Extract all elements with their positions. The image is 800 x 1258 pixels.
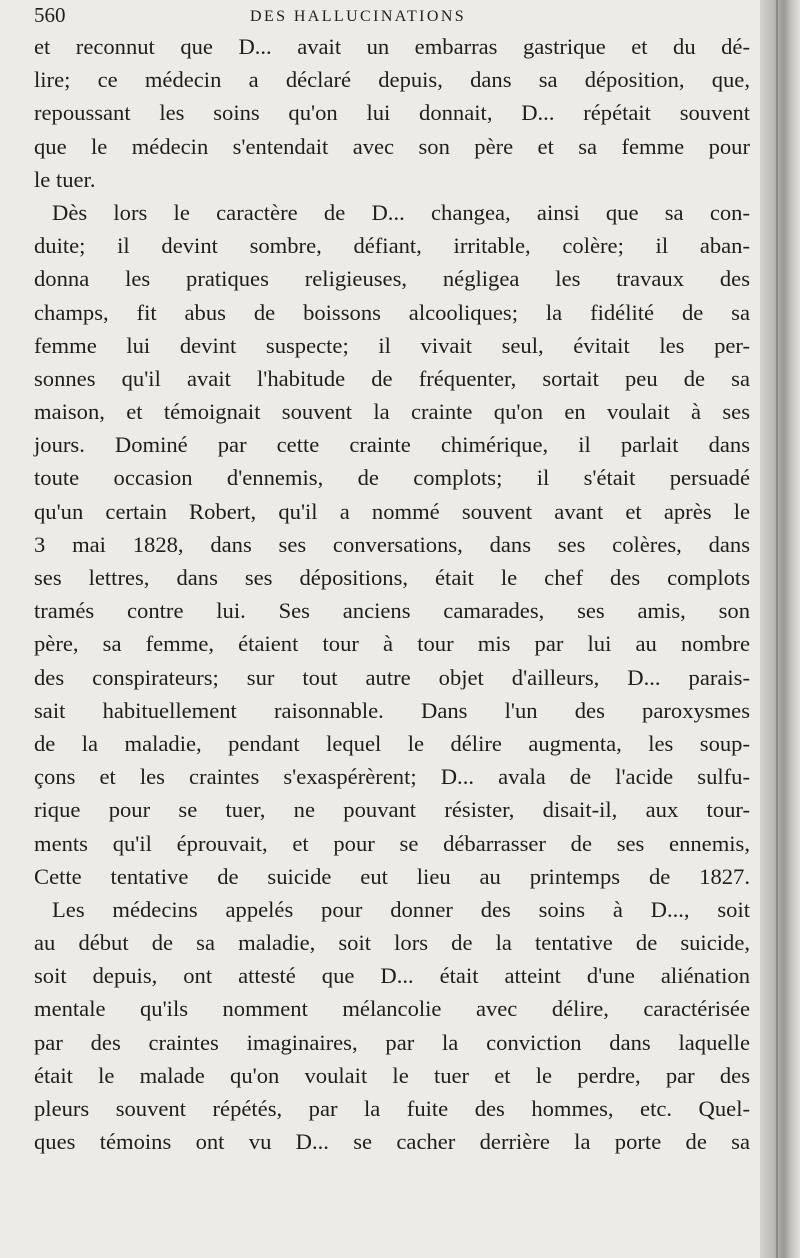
text-line: donna les pratiques religieuses, négligea les travaux des (34, 266, 750, 292)
text-line: Cette tentative de suicide eut lieu au printemps de 1827. (34, 863, 750, 889)
text-line: père, sa femme, étaient tour à tour mis par lui au nombre (34, 631, 750, 657)
text-line: jours. Dominé par cette crainte chimérique, il parlait dans (34, 432, 750, 458)
text-line: était le malade qu'on voulait le tuer et le perdre, par des (34, 1062, 750, 1088)
text-line: ments qu'il éprouvait, et pour se débarrasser de ses ennemis, (34, 830, 750, 856)
text-line: champs, fit abus de boissons alcooliques; la fidélité de sa (34, 299, 750, 325)
text-line: le tuer. (34, 166, 96, 192)
text-line: au début de sa maladie, soit lors de la tentative de suicide, (34, 930, 750, 956)
text-line: tramés contre lui. Ses anciens camarades, ses amis, son (34, 598, 750, 624)
text-line: toute occasion d'ennemis, de complots; il s'était persuadé (34, 465, 750, 491)
text-line: sait habituellement raisonnable. Dans l'un des paroxysmes (34, 697, 750, 723)
text-line: de la maladie, pendant lequel le délire augmenta, les soup- (34, 730, 750, 756)
text-line: Dès lors le caractère de D... changea, ainsi que sa con- (52, 199, 750, 225)
text-line: Les médecins appelés pour donner des soins à D..., soit (52, 896, 750, 922)
text-line: pleurs souvent répétés, par la fuite des hommes, etc. Quel- (34, 1096, 750, 1121)
text-line: duite; il devint sombre, défiant, irritable, colère; il aban- (34, 233, 750, 259)
text-line: mentale qu'ils nomment mélancolie avec délire, caractérisée (34, 996, 750, 1022)
text-line: des conspirateurs; sur tout autre objet d'ailleurs, D... parais- (34, 664, 750, 690)
text-line: et reconnut que D... avait un embarras gastrique et du dé- (34, 34, 750, 59)
text-line: par des craintes imaginaires, par la conviction dans laquelle (34, 1029, 750, 1055)
body-text (34, 30, 750, 1158)
text-line: ques témoins ont vu D... se cacher derrière la porte de sa (34, 1129, 750, 1155)
text-line: 3 mai 1828, dans ses conversations, dans ses colères, dans (34, 531, 750, 557)
page-number: 560 (34, 3, 66, 27)
running-head: DES HALLUCINATIONS (250, 8, 467, 25)
text-line: repoussant les soins qu'on lui donnait, D... répétait souvent (34, 100, 750, 126)
binding-shadow-line (776, 0, 778, 1258)
text-line: lire; ce médecin a déclaré depuis, dans sa déposition, que, (34, 67, 750, 93)
text-line: soit depuis, ont attesté que D... était atteint d'une aliénation (34, 963, 750, 989)
text-line: rique pour se tuer, ne pouvant résister, disait-il, aux tour- (34, 797, 750, 823)
text-line: maison, et témoignait souvent la crainte qu'on en voulait à ses (34, 399, 750, 425)
text-line: qu'un certain Robert, qu'il a nommé souvent avant et après le (34, 498, 750, 524)
text-line: ses lettres, dans ses dépositions, était le chef des complots (34, 565, 750, 590)
text-line: que le médecin s'entendait avec son père et sa femme pour (34, 133, 750, 159)
text-line: femme lui devint suspecte; il vivait seul, évitait les per- (34, 332, 750, 358)
text-line: sonnes qu'il avait l'habitude de fréquenter, sortait peu de sa (34, 365, 750, 391)
book-binding-edge (760, 0, 800, 1258)
text-line: çons et les craintes s'exaspérèrent; D... avala de l'acide sulfu- (34, 764, 750, 790)
